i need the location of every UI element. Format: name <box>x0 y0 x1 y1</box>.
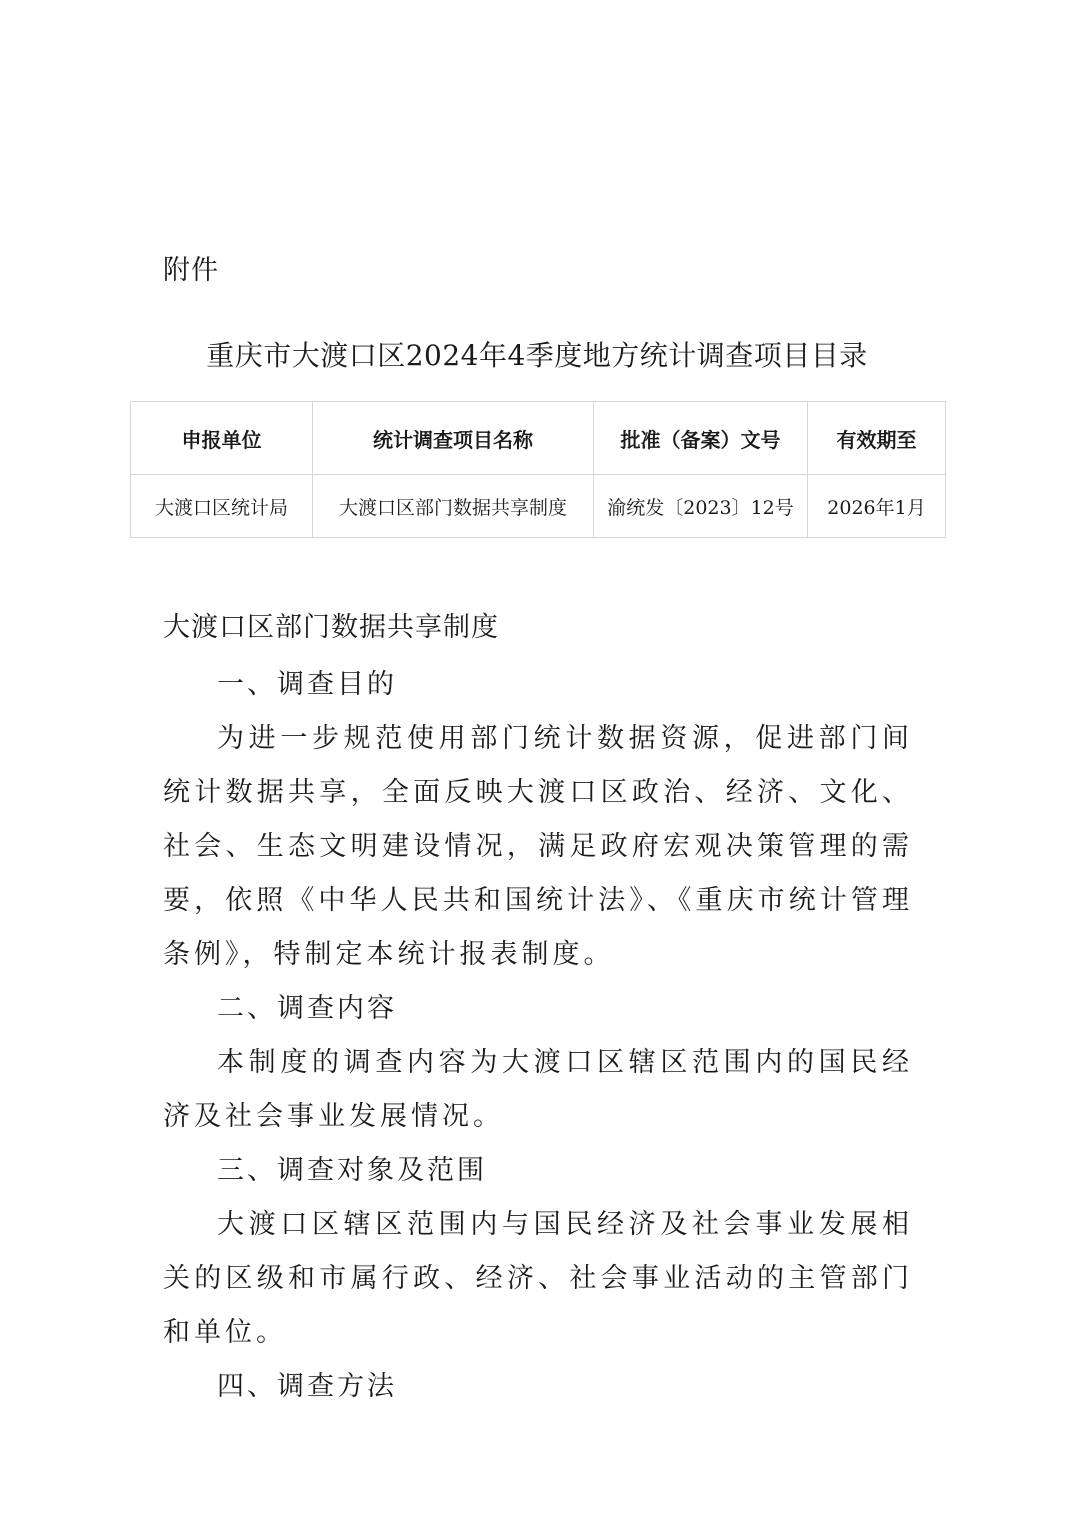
survey-catalog-table <box>130 401 946 538</box>
section-title: 大渡口区部门数据共享制度 <box>163 612 499 643</box>
header-valid-until: 有效期至 <box>808 402 946 475</box>
heading-survey-purpose: 一、调查目的 <box>217 669 397 700</box>
document-body <box>163 658 913 1414</box>
paragraph-survey-purpose: 为进一步规范使用部门统计数据资源，促进部门间统计数据共享，全面反映大渡口区政治、经济、文化、社会、生态文明建设情况，满足政府宏观决策管理的需要，依照《中华人民共和国统计法》、《重庆市统计管理条例》，特制定本统计报表制度。 <box>163 723 913 970</box>
heading-survey-scope: 三、调查对象及范围 <box>217 1155 487 1186</box>
table-row <box>131 475 946 538</box>
attachment-label: 附件 <box>163 255 219 286</box>
cell-reporting-unit: 大渡口区统计局 <box>131 475 313 538</box>
header-approval-number: 批准（备案）文号 <box>594 402 808 475</box>
heading-survey-content: 二、调查内容 <box>217 993 397 1024</box>
cell-valid-until: 2026年1月 <box>808 475 946 538</box>
table-header-row <box>131 402 946 475</box>
document-title: 重庆市大渡口区2024年4季度地方统计调查项目目录 <box>206 339 868 372</box>
heading-survey-method: 四、调查方法 <box>217 1371 397 1402</box>
cell-approval-number: 渝统发〔2023〕12号 <box>594 475 808 538</box>
cell-project-name: 大渡口区部门数据共享制度 <box>313 475 594 538</box>
paragraph-survey-scope: 大渡口区辖区范围内与国民经济及社会事业发展相关的区级和市属行政、经济、社会事业活动的主管部门和单位。 <box>163 1209 913 1348</box>
header-project-name: 统计调查项目名称 <box>313 402 594 475</box>
paragraph-survey-content: 本制度的调查内容为大渡口区辖区范围内的国民经济及社会事业发展情况。 <box>163 1047 913 1132</box>
header-reporting-unit: 申报单位 <box>131 402 313 475</box>
